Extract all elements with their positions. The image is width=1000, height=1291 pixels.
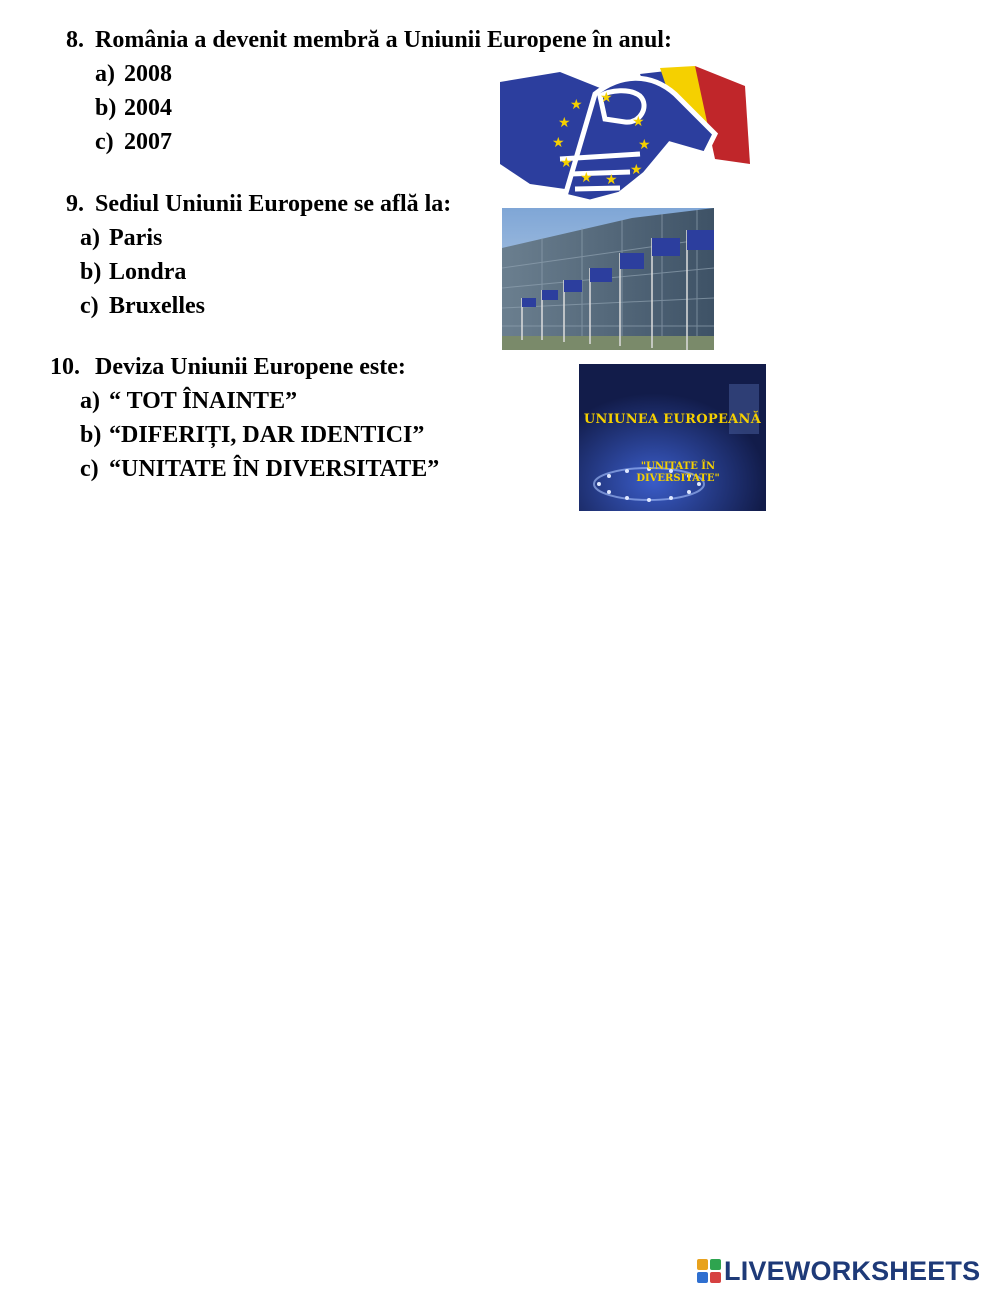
option-letter: b) [80, 422, 102, 448]
question-10 [50, 350, 406, 384]
option-letter: b) [95, 95, 117, 121]
motto-subtitle [623, 461, 733, 485]
option-8b [95, 91, 172, 125]
svg-text:★: ★ [580, 171, 593, 186]
option-letter: a) [95, 61, 115, 87]
svg-text:★: ★ [558, 116, 571, 131]
question-number: 8. [66, 27, 84, 53]
option-9c [80, 289, 205, 323]
svg-text:★: ★ [630, 163, 643, 178]
option-letter: a) [80, 388, 100, 414]
option-10a [80, 384, 297, 418]
option-8a [95, 57, 172, 91]
question-8 [66, 23, 672, 57]
logo-blocks-icon [697, 1259, 721, 1283]
svg-text:★: ★ [605, 173, 618, 188]
option-text: “ TOT ÎNAINTE” [109, 388, 298, 414]
option-text: “UNITATE ÎN DIVERSITATE” [109, 456, 440, 482]
question-text: Deviza Uniunii Europene este: [95, 354, 406, 380]
motto-line-2: DIVERSITATE" [636, 473, 720, 484]
option-10c [80, 452, 439, 486]
option-letter: c) [80, 293, 99, 319]
option-text: 2007 [124, 129, 172, 155]
question-number: 10. [50, 354, 80, 380]
motto-line-1: "UNITATE ÎN [640, 461, 716, 472]
option-text: “DIFERIȚI, DAR IDENTICI” [109, 422, 425, 448]
motto-title: UNIUNEA EUROPEANĂ [583, 412, 762, 427]
option-8c [95, 125, 172, 159]
svg-text:★: ★ [570, 98, 583, 113]
option-text: Paris [109, 225, 163, 251]
handshake-image [500, 64, 750, 204]
eu-motto-image [579, 364, 766, 511]
question-9 [66, 187, 451, 221]
option-text: 2004 [124, 95, 172, 121]
option-text: Londra [109, 259, 187, 285]
option-9a [80, 221, 162, 255]
question-number: 9. [66, 191, 84, 217]
option-letter: b) [80, 259, 102, 285]
eu-building-image [502, 208, 714, 350]
question-text: România a devenit membră a Uniunii Europene în anul: [95, 27, 672, 53]
option-letter: c) [80, 456, 99, 482]
option-text: Bruxelles [109, 293, 205, 319]
option-letter: c) [95, 129, 114, 155]
svg-text:★: ★ [632, 115, 645, 130]
option-10b [80, 418, 424, 452]
option-9b [80, 255, 186, 289]
svg-text:★: ★ [552, 136, 565, 151]
option-letter: a) [80, 225, 100, 251]
logo-text: LIVEWORKSHEETS [724, 1255, 981, 1286]
option-text: 2008 [124, 61, 172, 87]
liveworksheets-logo [697, 1254, 980, 1288]
svg-text:★: ★ [560, 156, 573, 171]
svg-text:★: ★ [638, 138, 651, 153]
svg-text:★: ★ [600, 91, 613, 106]
question-text: Sediul Uniunii Europene se află la: [95, 191, 452, 217]
